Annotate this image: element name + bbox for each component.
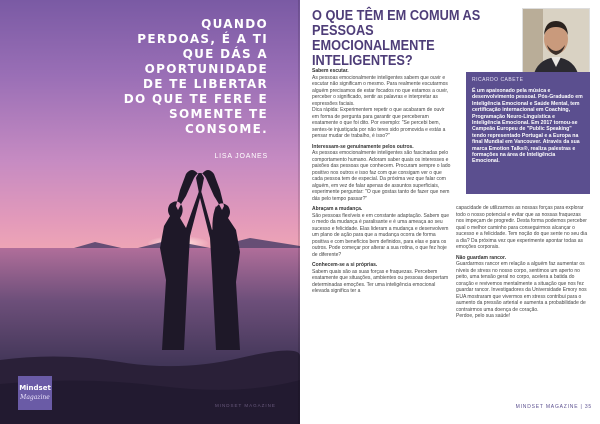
- article-column-1: [312, 64, 452, 295]
- author-photo: [522, 8, 590, 78]
- article-title: O QUE TÊM EM COMUM AS PESSOAS EMOCIONALMENTE INTELIGENTES?: [312, 8, 481, 69]
- section-heading: Abraçam a mudança.: [312, 206, 363, 212]
- author-bio: É um apaixonado pela música e desenvolvimento pessoal. Pós-Graduado em Inteligência Emocional e Saúde Mental, tem certificação internacional em Coaching, Programação Neuro-Linguística e Inteligência Emocional. Em 2017 tornou-se Campeão Europeu de "Public Speaking" tendo representado Portugal e a Europa na final Mundial em Vancouver. Através da sua marca Emotion Talks®, realiza palestras e formações na área de Inteligência Emocional.: [472, 88, 583, 165]
- quote-line: OPORTUNIDADE: [144, 62, 268, 76]
- paragraph: Perdoe, pelo sua saúde!: [456, 313, 511, 319]
- quote-line: PERDOAS, É A TI: [137, 32, 268, 46]
- paragraph: São pessoas flexíveis e em constante adaptação. Sabem que o medo da mudança é paralisante e é uma ameaça ao seu sucesso e felicidade. Elas lideram a mudança e desenvolvem um plano de ação para que a mudança ocorra de forma positiva e com benefícios bem definidos, para elas e para os outros. Pode começar por alterar a sua rotina, o que fez hoje de diferente?: [312, 212, 450, 258]
- author-portrait: [523, 9, 589, 77]
- paragraph: capacidade de utilizarmos as nossas forças para explorar todo o nosso potencial e evitar que as nossas fraquezas nos impeçam de progredir. Desta forma podemos perceber qual o melhor caminho para conseguirmos alcançar o sucesso e a felicidade. Tem noção do que sente no seu dia a dia? Da próxima vez que experimente apontar todas as emoções corporais.: [456, 205, 588, 250]
- paragraph: As pessoas emocionalmente inteligentes sabem que ouvir e escutar não significam o mesmo. Para realmente escutarmos alguém precisamos de estar focados no que estamos a ouvir, perceber o significado, sentir as palavras e interpretar as expressões faciais.: [312, 74, 449, 107]
- section-heading: Conhecem-se a si próprias.: [312, 262, 378, 268]
- quote-line: DO QUE TE FERE E: [123, 92, 268, 106]
- article-column-2: [456, 205, 590, 320]
- pull-quote: [68, 17, 268, 137]
- quote-line: CONSOME.: [185, 122, 268, 136]
- right-page-footer: MINDSET MAGAZINE | 35: [515, 404, 592, 410]
- couple-heart-silhouette: [140, 150, 260, 350]
- left-page-footer: MINDSET MAGAZINE: [215, 403, 276, 408]
- author-bio-box: [466, 72, 590, 194]
- quote-line: DE TE LIBERTAR: [142, 77, 268, 91]
- paragraph: Guardarmos rancor em relação a alguém faz aumentar os níveis de stress no nosso corpo, sentimos um aperto no peito, uma tensão geral no corpo, acelera a batida do coração e revivemos mentalmente a situação que nos fez guardar rancor. Investigadores da Universidade Emory nos EUA mostraram que vivermos em stress contribui para o aumento da pressão arterial e aumenta a probabilidade de contrairmos uma doença de coração.: [456, 261, 587, 313]
- author-name: RICARDO CABETE: [472, 77, 524, 83]
- section-heading: Interessam-se genuinamente pelos outros.: [312, 143, 414, 150]
- magazine-logo: [18, 376, 52, 410]
- quote-line: SOMENTE TE: [169, 107, 268, 121]
- quote-line: QUANDO: [201, 17, 268, 31]
- paragraph: Sabem quais são as suas forças e fraquezas. Percebem exatamente que situações, ambientes ou pessoas despertam determinadas emoções. Ter uma inteligência emocional elevada significa ter a: [312, 268, 449, 294]
- quote-author: LISA JOANES: [214, 153, 268, 160]
- paragraph: As pessoas emocionalmente inteligentes são fascinadas pelo comportamento humano. Adoram saber quais os interesses e paixões das pessoas que conhecem. Procuram sempre o lado positivo nos outros e isso faz com que consigam ver o que cada pessoa tem de especial. Da próxima vez que falar com alguém, em vez de falar apenas de assuntos superficiais, experimente perguntar: "O que gostas tanto de fazer que nem dás pelo tempo passar?": [312, 150, 451, 202]
- svg-text:Magazine: Magazine: [20, 394, 50, 401]
- svg-text:Mindset: Mindset: [19, 384, 51, 392]
- section-heading: Não guardam rancor.: [456, 254, 507, 261]
- quote-line: QUE DÁS A: [182, 47, 268, 61]
- section-heading: Sabem escutar.: [312, 68, 349, 74]
- paragraph: Dica rápida: Experimentem repetir o que acabaram de ouvir em forma de pergunta para garantir que perceberam exatamente o que foi dito. Por exemplo: "Se percebi bem, sentes-te injustiçada por não teres sido promovida e estás a pensar mudar de trabalho, é isso?": [312, 107, 446, 139]
- right-page: [300, 0, 600, 424]
